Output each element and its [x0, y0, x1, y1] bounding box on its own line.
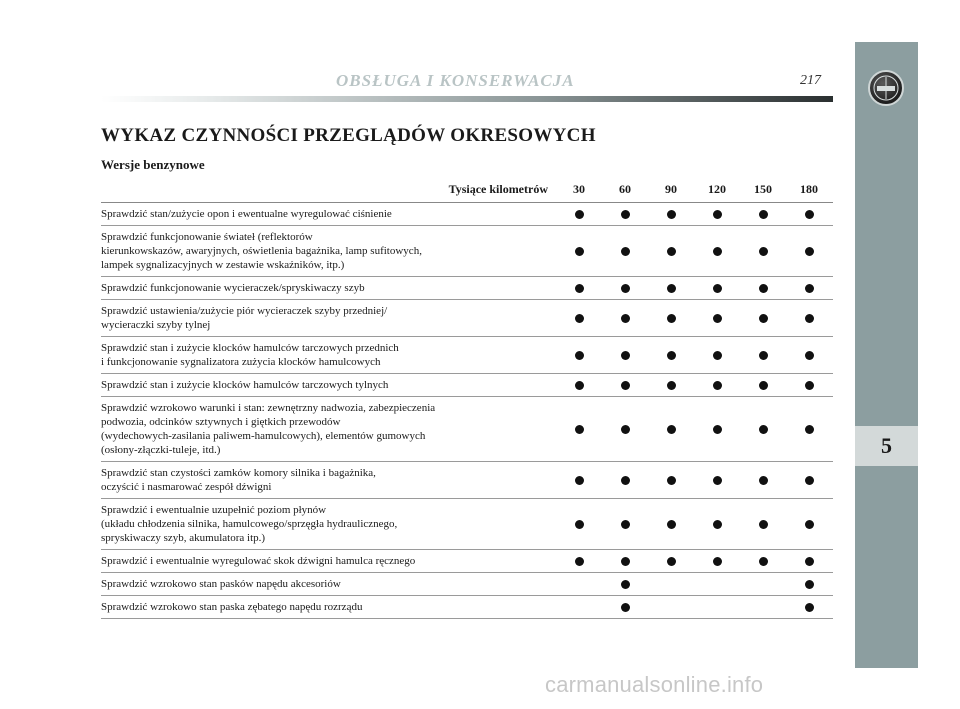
row-cell-150: [740, 314, 786, 323]
row-cell-180: [786, 425, 832, 434]
table-row: [101, 203, 833, 226]
row-description: Sprawdzić stan czystości zamków komory silnika i bagażnika, oczyścić i nasmarować zespół dźwigni: [101, 467, 376, 493]
empty-cell: [667, 580, 676, 589]
check-dot-icon: [621, 520, 630, 529]
row-cell-90: [648, 603, 694, 612]
row-cell-90: [648, 314, 694, 323]
row-cell-120: [694, 580, 740, 589]
row-cell-150: [740, 425, 786, 434]
sidebar-strip: [855, 42, 918, 668]
row-cell-180: [786, 284, 832, 293]
check-dot-icon: [759, 284, 768, 293]
row-cell-60: [602, 580, 648, 589]
check-dot-icon: [575, 425, 584, 434]
row-cell-90: [648, 580, 694, 589]
check-dot-icon: [713, 247, 722, 256]
table-row: [101, 573, 833, 596]
row-cell-180: [786, 603, 832, 612]
row-cell-180: [786, 210, 832, 219]
row-description: Sprawdzić i ewentualnie uzupełnić poziom płynów (układu chłodzenia silnika, hamulcowego/sprzęgła hydraulicznego, spryskiwaczy szyb, akumulatora itp.): [101, 504, 398, 544]
row-cell-150: [740, 557, 786, 566]
check-dot-icon: [759, 381, 768, 390]
check-dot-icon: [621, 557, 630, 566]
check-dot-icon: [805, 247, 814, 256]
table-row: [101, 337, 833, 374]
check-dot-icon: [575, 557, 584, 566]
row-cell-30: [556, 520, 602, 529]
check-dot-icon: [667, 381, 676, 390]
row-cell-60: [602, 425, 648, 434]
row-cell-30: [556, 351, 602, 360]
check-dot-icon: [667, 284, 676, 293]
row-description: Sprawdzić wzrokowo warunki i stan: zewnętrzny nadwozia, zabezpieczenia podwozia, odcinków sztywnych i giętkich przewodów (wydechowych-zasilania paliwem-hamulcowych), elementów gumowych (osłony-złączki-tuleje, itd.): [101, 402, 436, 456]
row-cell-60: [602, 247, 648, 256]
row-cell-90: [648, 284, 694, 293]
row-cell-60: [602, 284, 648, 293]
check-dot-icon: [713, 381, 722, 390]
check-dot-icon: [713, 557, 722, 566]
row-description: Sprawdzić stan i zużycie klocków hamulców tarczowych tylnych: [101, 379, 389, 391]
row-cell-180: [786, 381, 832, 390]
table-header: [101, 176, 833, 203]
row-cell-150: [740, 476, 786, 485]
row-cell-120: [694, 314, 740, 323]
row-description: Sprawdzić funkcjonowanie wycieraczek/spryskiwaczy szyb: [101, 282, 365, 294]
empty-cell: [713, 580, 722, 589]
row-cell-60: [602, 314, 648, 323]
check-dot-icon: [667, 210, 676, 219]
check-dot-icon: [759, 476, 768, 485]
row-cell-150: [740, 351, 786, 360]
row-cell-30: [556, 476, 602, 485]
check-dot-icon: [575, 520, 584, 529]
row-cell-180: [786, 476, 832, 485]
header-divider: [101, 96, 833, 102]
row-cell-90: [648, 381, 694, 390]
row-cell-90: [648, 351, 694, 360]
check-dot-icon: [805, 381, 814, 390]
check-dot-icon: [759, 425, 768, 434]
row-cell-90: [648, 210, 694, 219]
empty-cell: [713, 603, 722, 612]
table-row: [101, 277, 833, 300]
check-dot-icon: [621, 580, 630, 589]
check-dot-icon: [621, 381, 630, 390]
check-dot-icon: [575, 314, 584, 323]
check-dot-icon: [621, 284, 630, 293]
empty-cell: [667, 603, 676, 612]
row-cell-120: [694, 603, 740, 612]
check-dot-icon: [759, 557, 768, 566]
header-col-120: 120: [708, 181, 726, 196]
row-cell-30: [556, 580, 602, 589]
table-row: [101, 300, 833, 337]
row-cell-60: [602, 603, 648, 612]
row-cell-120: [694, 557, 740, 566]
table-row: [101, 397, 833, 462]
row-cell-150: [740, 210, 786, 219]
header-col-60: 60: [619, 181, 631, 196]
check-dot-icon: [805, 425, 814, 434]
check-dot-icon: [805, 603, 814, 612]
empty-cell: [759, 580, 768, 589]
check-dot-icon: [805, 580, 814, 589]
row-cell-120: [694, 351, 740, 360]
check-dot-icon: [575, 381, 584, 390]
check-dot-icon: [713, 351, 722, 360]
table-row: [101, 499, 833, 550]
row-description: Sprawdzić funkcjonowanie świateł (reflektorów kierunkowskazów, awaryjnych, oświetlenia bagażnika, lamp sufitowych, lampek sygnalizacyjnych w zestawie wskaźników, itp.): [101, 231, 422, 271]
row-cell-120: [694, 210, 740, 219]
check-dot-icon: [805, 476, 814, 485]
page-number: 217: [800, 73, 821, 88]
watermark: carmanualsonline.info: [545, 672, 764, 697]
row-cell-150: [740, 580, 786, 589]
lancia-shield-icon: [871, 73, 901, 103]
row-cell-30: [556, 210, 602, 219]
row-cell-60: [602, 351, 648, 360]
check-dot-icon: [713, 476, 722, 485]
row-cell-30: [556, 425, 602, 434]
check-dot-icon: [575, 247, 584, 256]
check-dot-icon: [667, 247, 676, 256]
row-cell-150: [740, 247, 786, 256]
row-cell-180: [786, 247, 832, 256]
check-dot-icon: [621, 425, 630, 434]
check-dot-icon: [805, 210, 814, 219]
row-description: Sprawdzić wzrokowo stan pasków napędu akcesoriów: [101, 578, 341, 590]
check-dot-icon: [713, 314, 722, 323]
table-row: [101, 462, 833, 499]
empty-cell: [575, 603, 584, 612]
check-dot-icon: [621, 476, 630, 485]
row-description: Sprawdzić stan i zużycie klocków hamulców tarczowych przednich i funkcjonowanie sygnalizatora zużycia klocków hamulcowych: [101, 342, 399, 368]
row-description: Sprawdzić i ewentualnie wyregulować skok dźwigni hamulca ręcznego: [101, 555, 416, 567]
check-dot-icon: [667, 520, 676, 529]
check-dot-icon: [805, 284, 814, 293]
header-col-90: 90: [665, 181, 677, 196]
maintenance-table: [101, 176, 833, 619]
row-cell-90: [648, 425, 694, 434]
check-dot-icon: [713, 284, 722, 293]
row-cell-60: [602, 476, 648, 485]
check-dot-icon: [713, 520, 722, 529]
check-dot-icon: [575, 351, 584, 360]
page-subtitle: Wersje benzynowe: [101, 157, 205, 172]
check-dot-icon: [621, 314, 630, 323]
table-row: [101, 226, 833, 277]
check-dot-icon: [759, 314, 768, 323]
row-cell-120: [694, 520, 740, 529]
lancia-logo-icon: [868, 70, 904, 106]
check-dot-icon: [759, 520, 768, 529]
row-description: Sprawdzić ustawienia/zużycie piór wycieraczek szyby przedniej/ wycieraczki szyby tylnej: [101, 305, 388, 331]
row-cell-120: [694, 381, 740, 390]
check-dot-icon: [713, 425, 722, 434]
check-dot-icon: [805, 351, 814, 360]
row-cell-180: [786, 580, 832, 589]
row-cell-90: [648, 520, 694, 529]
check-dot-icon: [805, 557, 814, 566]
row-cell-180: [786, 351, 832, 360]
header-col-180: 180: [800, 181, 818, 196]
row-cell-90: [648, 476, 694, 485]
check-dot-icon: [805, 520, 814, 529]
check-dot-icon: [713, 210, 722, 219]
row-cell-90: [648, 557, 694, 566]
row-cell-30: [556, 247, 602, 256]
check-dot-icon: [759, 351, 768, 360]
row-cell-150: [740, 381, 786, 390]
row-cell-120: [694, 476, 740, 485]
empty-cell: [575, 580, 584, 589]
section-title: OBSŁUGA I KONSERWACJA: [336, 71, 575, 90]
check-dot-icon: [805, 314, 814, 323]
row-description: Sprawdzić wzrokowo stan paska zębatego napędu rozrządu: [101, 601, 363, 613]
header-col-150: 150: [754, 181, 772, 196]
check-dot-icon: [759, 247, 768, 256]
table-row: [101, 596, 833, 619]
check-dot-icon: [759, 210, 768, 219]
row-cell-30: [556, 284, 602, 293]
check-dot-icon: [667, 314, 676, 323]
check-dot-icon: [667, 351, 676, 360]
check-dot-icon: [667, 476, 676, 485]
chapter-tab[interactable]: 5: [855, 426, 918, 466]
header-col-30: 30: [573, 181, 585, 196]
row-cell-90: [648, 247, 694, 256]
row-cell-180: [786, 557, 832, 566]
row-cell-30: [556, 381, 602, 390]
row-cell-60: [602, 210, 648, 219]
empty-cell: [759, 603, 768, 612]
header-km-label: Tysiące kilometrów: [448, 181, 548, 196]
row-cell-150: [740, 520, 786, 529]
row-cell-30: [556, 557, 602, 566]
page-title: WYKAZ CZYNNOŚCI PRZEGLĄDÓW OKRESOWYCH: [101, 125, 596, 146]
row-cell-60: [602, 557, 648, 566]
check-dot-icon: [575, 476, 584, 485]
check-dot-icon: [575, 210, 584, 219]
check-dot-icon: [621, 351, 630, 360]
row-cell-120: [694, 284, 740, 293]
row-cell-120: [694, 425, 740, 434]
table-body: [101, 203, 833, 619]
check-dot-icon: [667, 557, 676, 566]
row-cell-60: [602, 381, 648, 390]
table-row: [101, 374, 833, 397]
check-dot-icon: [621, 603, 630, 612]
check-dot-icon: [621, 247, 630, 256]
row-cell-60: [602, 520, 648, 529]
row-cell-180: [786, 520, 832, 529]
row-cell-30: [556, 314, 602, 323]
table-row: [101, 550, 833, 573]
check-dot-icon: [575, 284, 584, 293]
row-cell-150: [740, 284, 786, 293]
row-cell-120: [694, 247, 740, 256]
check-dot-icon: [621, 210, 630, 219]
row-cell-150: [740, 603, 786, 612]
check-dot-icon: [667, 425, 676, 434]
row-cell-180: [786, 314, 832, 323]
row-description: Sprawdzić stan/zużycie opon i ewentualne wyregulować ciśnienie: [101, 208, 392, 220]
row-cell-30: [556, 603, 602, 612]
